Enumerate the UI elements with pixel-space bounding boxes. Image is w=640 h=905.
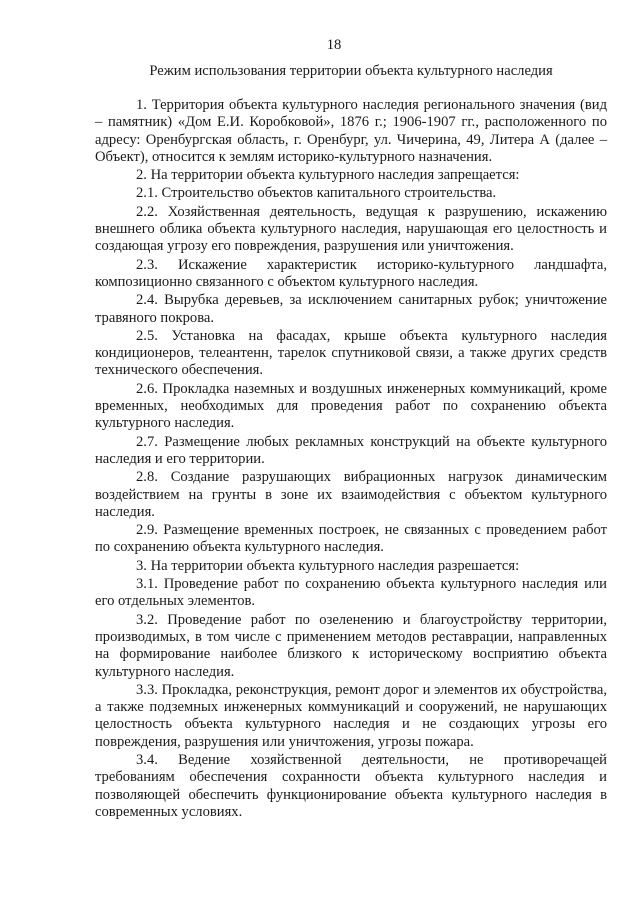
paragraph-2-7: 2.7. Размещение любых рекламных конструкций на объекте культурного наследия и его территории. <box>95 433 607 467</box>
document-title: Режим использования территории объекта культурного наследия <box>149 63 553 79</box>
paragraph-3-1: 3.1. Проведение работ по сохранению объекта культурного наследия или его отдельных элементов. <box>95 576 607 610</box>
paragraph-2-1: 2.1. Строительство объектов капитального строительства. <box>136 185 497 202</box>
document-body <box>95 97 607 822</box>
paragraph-2-6: 2.6. Прокладка наземных и воздушных инженерных коммуникаций, кроме временных, необходимых для проведения работ по сохранению объекта культурного наследия. <box>95 380 607 432</box>
page-number: 18 <box>326 37 342 53</box>
paragraph-2-4: 2.4. Вырубка деревьев, за исключением санитарных рубок; уничтожение травяного покрова. <box>95 292 607 326</box>
paragraph-2-2: 2.2. Хозяйственная деятельность, ведущая к разрушению, искажению внешнего облика объекта культурного наследия, нарушающая его целостность и создающая угрозу его повреждения, разрушения или уничтожения. <box>95 203 607 255</box>
paragraph-3-3: 3.3. Прокладка, реконструкция, ремонт дорог и элементов их обустройства, а также подземных инженерных коммуникаций и сооружений, не нарушающих целостность объекта культурного наследия и не создающих угрозы его повреждения, разрушения или уничтожения, угрозы пожара. <box>95 681 607 750</box>
paragraph-3: 3. На территории объекта культурного наследия разрешается: <box>136 557 520 574</box>
paragraph-2-8: 2.8. Создание разрушающих вибрационных нагрузок динамическим воздействием на грунты в зоне их взаимодействия с объектом культурного наследия. <box>95 469 607 520</box>
paragraph-2: 2. На территории объекта культурного наследия запрещается: <box>136 167 520 184</box>
paragraph-2-5: 2.5. Установка на фасадах, крыше объекта культурного наследия кондиционеров, телеантенн, тарелок спутниковой связи, а также других средств технического обеспечения. <box>95 327 607 379</box>
paragraph-3-4: 3.4. Ведение хозяйственной деятельности, не противоречащей требованиям обеспечения сохранности объекта культурного наследия и позволяющей обеспечить функционирование объекта культурного наследия в современных условиях. <box>95 751 607 820</box>
paragraph-1: 1. Территория объекта культурного наследия регионального значения (вид – памятник) «Дом Е.И. Коробковой», 1876 г.; 1906-1907 гг., расположенного по адресу: Оренбургская область, г. Оренбург, ул. Чичерина, 49, Литера А (далее – Объект), относится к землям историко-культурного назначения. <box>95 97 607 165</box>
paragraph-3-2: 3.2. Проведение работ по озеленению и благоустройству территории, производимых, в том числе с применением методов реставрации, направленных на формирование наиболее близкого к историческому восприятию объекта культурного наследия. <box>95 611 607 680</box>
paragraph-2-3: 2.3. Искажение характеристик историко-культурного ландшафта, композиционно связанного с объектом культурного наследия. <box>95 256 607 290</box>
paragraph-2-9: 2.9. Размещение временных построек, не связанных с проведением работ по сохранению объекта культурного наследия. <box>95 522 607 556</box>
